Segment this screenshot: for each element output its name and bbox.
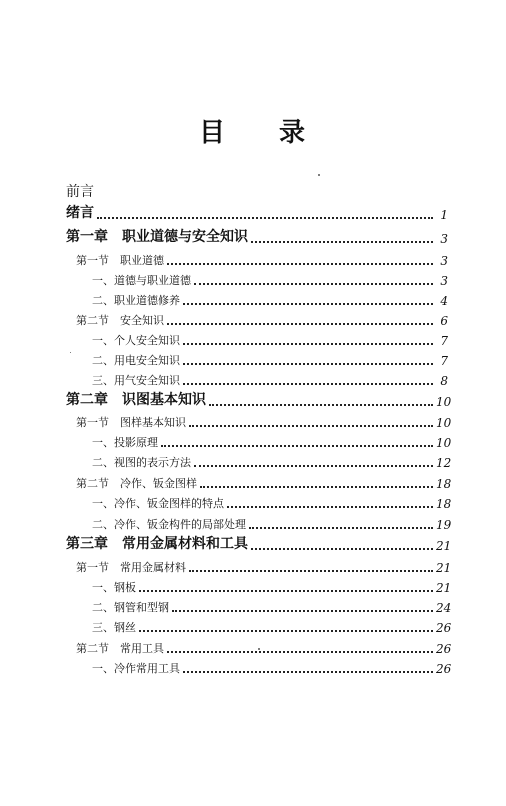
- title-char-1: 目: [198, 118, 227, 148]
- toc-entry-label: 第一节 常用金属材料: [76, 561, 186, 574]
- toc-entry-label: 第二节 常用工具: [76, 642, 164, 655]
- toc-entry[interactable]: [76, 248, 448, 268]
- leader-dots: [189, 425, 433, 427]
- toc-entry[interactable]: [92, 368, 448, 388]
- toc-entry[interactable]: [92, 450, 452, 470]
- toc-entry-label: 一、投影原理: [92, 436, 158, 449]
- toc-entry[interactable]: [92, 615, 452, 635]
- toc-entry[interactable]: [92, 491, 452, 511]
- toc-entry-label: 绪言: [66, 205, 94, 221]
- toc-entry-page: 10: [436, 416, 452, 430]
- toc-entry-label: 第二节 冷作、钣金图样: [76, 477, 197, 490]
- toc-entry[interactable]: [76, 636, 452, 656]
- toc-entry[interactable]: [76, 410, 452, 430]
- toc-entry[interactable]: [92, 656, 452, 676]
- toc-entry[interactable]: [92, 268, 448, 288]
- toc-entry-label: 第一章 职业道德与安全知识: [66, 229, 248, 245]
- toc-entry[interactable]: [92, 328, 448, 348]
- preface-heading: 前言: [66, 184, 94, 200]
- toc-entry-label: 第三章 常用金属材料和工具: [66, 536, 248, 552]
- toc-entry[interactable]: [92, 595, 452, 615]
- leader-dots: [200, 486, 433, 488]
- toc-entry-page: 10: [436, 395, 452, 409]
- leader-dots: [227, 506, 433, 508]
- toc-entry-page: 26: [436, 621, 452, 635]
- toc-entry[interactable]: [92, 288, 448, 308]
- toc-entry-label: 一、冷作常用工具: [92, 662, 180, 675]
- toc-entry-label: 一、个人安全知识: [92, 334, 180, 347]
- leader-dots: [189, 570, 433, 572]
- toc-entry-label: 一、冷作、钣金图样的特点: [92, 497, 224, 510]
- leader-dots: [183, 363, 433, 365]
- scan-speck: [318, 174, 320, 176]
- toc-entry-label: 第一节 职业道德: [76, 254, 164, 267]
- toc-entry-label: 第二章 识图基本知识: [66, 392, 206, 408]
- toc-entry[interactable]: [92, 348, 448, 368]
- toc-entry[interactable]: [66, 533, 452, 553]
- toc-entry-label: 三、钢丝: [92, 621, 136, 634]
- toc-entry-page: 3: [440, 254, 448, 268]
- toc-entry-label: 第一节 图样基本知识: [76, 416, 186, 429]
- leader-dots: [139, 590, 433, 592]
- toc-entry-label: 二、职业道德修养: [92, 294, 180, 307]
- toc-entry[interactable]: [92, 430, 452, 450]
- toc-entry[interactable]: [66, 202, 448, 222]
- leader-dots: [139, 630, 433, 632]
- toc-entry-page: 4: [440, 294, 448, 308]
- toc-entry-page: 24: [436, 601, 452, 615]
- toc-entry[interactable]: [66, 389, 452, 409]
- leader-dots: [167, 651, 433, 653]
- leader-dots: [183, 343, 433, 345]
- toc-entry-label: 一、钢板: [92, 581, 136, 594]
- toc-entry-page: 26: [436, 662, 452, 676]
- toc-entry[interactable]: [92, 512, 452, 532]
- toc-entry-page: 18: [436, 477, 452, 491]
- toc-entry-page: 12: [436, 456, 452, 470]
- toc-entry-page: 3: [440, 232, 448, 246]
- toc-entry[interactable]: [76, 308, 448, 328]
- leader-dots: [183, 383, 433, 385]
- toc-entry[interactable]: [76, 555, 452, 575]
- page-title: [0, 112, 506, 149]
- toc-entry-page: 7: [440, 334, 448, 348]
- toc-entry-page: 21: [436, 581, 452, 595]
- leader-dots: [251, 241, 433, 243]
- title-char-2: 录: [279, 118, 308, 148]
- toc-entry-page: 1: [440, 208, 448, 222]
- toc-entry-page: 6: [440, 314, 448, 328]
- toc-entry[interactable]: [92, 575, 452, 595]
- toc-entry-page: 19: [436, 518, 452, 532]
- toc-entry-label: 二、用电安全知识: [92, 354, 180, 367]
- toc-entry-label: 二、视图的表示方法: [92, 456, 191, 469]
- leader-dots: [167, 323, 433, 325]
- toc-entry-page: 18: [436, 497, 452, 511]
- leader-dots: [194, 283, 433, 285]
- toc-entry-page: 7: [440, 354, 448, 368]
- toc-entry-label: 二、冷作、钣金构件的局部处理: [92, 518, 246, 531]
- toc-entry-page: 10: [436, 436, 452, 450]
- leader-dots: [172, 610, 433, 612]
- toc-entry-page: 21: [436, 561, 452, 575]
- leader-dots: [183, 303, 433, 305]
- leader-dots: [161, 445, 433, 447]
- leader-dots: [209, 404, 433, 406]
- toc-entry-label: 二、钢管和型钢: [92, 601, 169, 614]
- toc-entry-page: 21: [436, 539, 452, 553]
- toc-entry-page: 3: [440, 274, 448, 288]
- scan-speck: [258, 648, 260, 650]
- toc-entry-page: 26: [436, 642, 452, 656]
- scan-speck: [70, 352, 71, 353]
- toc-entry-label: 第二节 安全知识: [76, 314, 164, 327]
- toc-entry[interactable]: [66, 226, 448, 246]
- toc-entry-page: 8: [440, 374, 448, 388]
- toc-entry-label: 三、用气安全知识: [92, 374, 180, 387]
- leader-dots: [194, 465, 433, 467]
- leader-dots: [183, 671, 433, 673]
- leader-dots: [251, 548, 433, 550]
- toc-entry-label: 一、道德与职业道德: [92, 274, 191, 287]
- leader-dots: [97, 217, 433, 219]
- leader-dots: [249, 527, 433, 529]
- toc-entry[interactable]: [76, 471, 452, 491]
- leader-dots: [167, 263, 433, 265]
